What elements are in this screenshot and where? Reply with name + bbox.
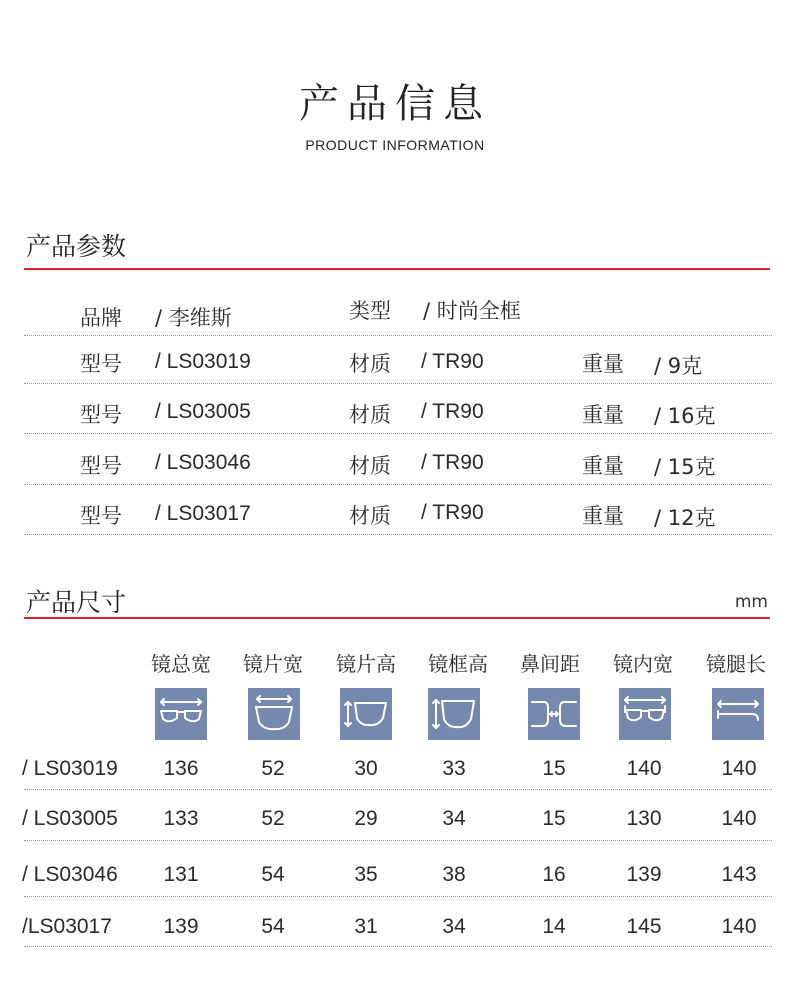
type-value: / 时尚全框 <box>423 299 521 323</box>
row-divider <box>24 534 772 535</box>
row-divider <box>24 840 772 841</box>
material-value: / TR90 <box>421 350 484 373</box>
row-divider <box>24 896 772 897</box>
weight-label: 重量 <box>582 454 624 478</box>
model-label: 型号 <box>80 454 122 478</box>
bridge-width-value: 14 <box>542 915 566 938</box>
model-value: / LS03005 <box>155 400 251 423</box>
lens-width-value: 54 <box>261 915 285 938</box>
header-bridge-width: 鼻间距 <box>520 652 580 676</box>
header-total-width: 镜总宽 <box>151 652 211 676</box>
frame-height-value: 34 <box>442 915 466 938</box>
model-value: / LS03019 <box>155 350 251 373</box>
inner-width-value: 145 <box>626 915 662 938</box>
bridge-width-value: 15 <box>542 757 566 780</box>
frame-height-icon <box>428 688 480 740</box>
header-inner-width: 镜内宽 <box>613 652 673 676</box>
row-divider <box>24 383 772 384</box>
lens-height-value: 35 <box>354 863 378 886</box>
row-model: / LS03005 <box>22 807 118 830</box>
inner-width-value: 139 <box>626 863 662 886</box>
material-label: 材质 <box>349 454 391 478</box>
temple-length-value: 140 <box>721 807 757 830</box>
lens-width-value: 52 <box>261 757 285 780</box>
frame-height-value: 34 <box>442 807 466 830</box>
row-divider <box>24 433 772 434</box>
type-label: 类型 <box>349 299 391 323</box>
temple-length-value: 143 <box>721 863 757 886</box>
lens-height-value: 31 <box>354 915 378 938</box>
total-width-value: 131 <box>163 863 199 886</box>
row-model: /LS03017 <box>22 915 112 938</box>
inner-width-icon <box>619 688 671 740</box>
lens-height-icon <box>340 688 392 740</box>
temple-length-icon <box>712 688 764 740</box>
row-divider <box>24 946 772 947</box>
total-width-value: 139 <box>163 915 199 938</box>
material-label: 材质 <box>349 352 391 376</box>
bridge-width-icon <box>528 688 580 740</box>
header-temple-length: 镜腿长 <box>706 652 766 676</box>
material-value: / TR90 <box>421 451 484 474</box>
material-value: / TR90 <box>421 501 484 524</box>
frame-height-value: 33 <box>442 757 466 780</box>
inner-width-value: 130 <box>626 807 662 830</box>
weight-value: / 15克 <box>654 455 716 479</box>
model-value: / LS03046 <box>155 451 251 474</box>
brand-value: / 李维斯 <box>155 306 232 330</box>
size-divider <box>24 617 770 619</box>
weight-value: / 9克 <box>654 354 703 378</box>
lens-width-icon <box>248 688 300 740</box>
page-title: 产品信息 <box>299 81 491 127</box>
model-label: 型号 <box>80 403 122 427</box>
material-value: / TR90 <box>421 400 484 423</box>
material-label: 材质 <box>349 403 391 427</box>
frame-height-value: 38 <box>442 863 466 886</box>
row-divider <box>24 789 772 790</box>
model-label: 型号 <box>80 352 122 376</box>
params-section-title: 产品参数 <box>26 232 127 261</box>
row-model: / LS03019 <box>22 757 118 780</box>
row-model: / LS03046 <box>22 863 118 886</box>
bridge-width-value: 16 <box>542 863 566 886</box>
total-width-value: 133 <box>163 807 199 830</box>
temple-length-value: 140 <box>721 915 757 938</box>
header-lens-height: 镜片高 <box>336 652 396 676</box>
row-divider <box>24 335 772 336</box>
params-divider <box>24 268 770 270</box>
inner-width-value: 140 <box>626 757 662 780</box>
temple-length-value: 140 <box>721 757 757 780</box>
lens-width-value: 54 <box>261 863 285 886</box>
header-frame-height: 镜框高 <box>428 652 488 676</box>
lens-width-value: 52 <box>261 807 285 830</box>
weight-value: / 12克 <box>654 506 716 530</box>
brand-label: 品牌 <box>80 306 122 330</box>
row-divider <box>24 484 772 485</box>
page-subtitle: PRODUCT INFORMATION <box>305 137 485 153</box>
total-width-value: 136 <box>163 757 199 780</box>
lens-height-value: 30 <box>354 757 378 780</box>
lens-height-value: 29 <box>354 807 378 830</box>
material-label: 材质 <box>349 504 391 528</box>
model-value: / LS03017 <box>155 502 251 525</box>
weight-value: / 16克 <box>654 404 716 428</box>
header-lens-width: 镜片宽 <box>243 652 303 676</box>
weight-label: 重量 <box>582 403 624 427</box>
total-width-icon <box>155 688 207 740</box>
unit-label: mm <box>734 592 768 612</box>
weight-label: 重量 <box>582 352 624 376</box>
model-label: 型号 <box>80 504 122 528</box>
weight-label: 重量 <box>582 504 624 528</box>
bridge-width-value: 15 <box>542 807 566 830</box>
size-section-title: 产品尺寸 <box>26 588 127 617</box>
